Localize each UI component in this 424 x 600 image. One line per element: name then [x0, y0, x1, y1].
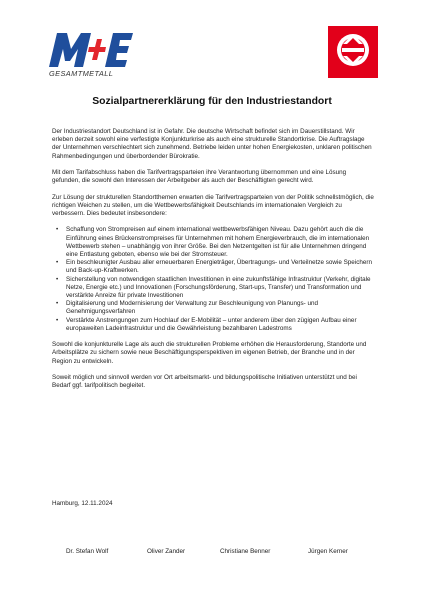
paragraph: Mit dem Tarifabschluss haben die Tarifvertragsparteien ihre Verantwortung übernommen und eine Lösung gefunden, die sowohl den Interessen der Arbeitgeber als auch der Beschäftigten gerecht wird.: [52, 169, 347, 185]
list-item: • Verstärkte Anstrengungen zum Hochlauf der E-Mobilität – unter anderem über den zügigen Aufbau einer europaweiten Ladeinfrastruktur und die Gewährleistung bezahlbaren Ladestroms: [66, 317, 374, 333]
paragraph: Zur Lösung der strukturellen Standortthemen erwarten die Tarifvertragsparteien von der Politik schnellstmöglich, die richtigen Weichen zu stellen, um die Wettbewerbsfähigkeit Deutschlands im internationalen Vergleich zu verbessern. Dies bedeutet insbesondere:: [52, 193, 374, 217]
gesamtmetall-logo-subtitle: GESAMTMETALL: [49, 69, 114, 78]
signatory-name: Oliver Zander: [147, 548, 186, 555]
list-item: • Sicherstellung von notwendigen staatlichen Investitionen in eine zukunftsfähige Infrastruktur (Verkehr, digitale Netze, Energie etc.) und Innovationen (Forschungsförderung, Start-ups, Transfer) und Transformation und verstärkte Anreize für private Investitionen: [66, 276, 374, 301]
ig-metall-logo: [328, 26, 378, 78]
signatories: [66, 548, 366, 558]
signatory-name: Jürgen Kerner: [308, 548, 348, 555]
document-title: Sozialpartnererklärung für den Industriestandort: [92, 96, 332, 107]
list-item: • Schaffung von Strompreisen auf einem international wettbewerbsfähigen Niveau. Dazu gehört auch die die Einführung eines Brückenstrompreises für Unternehmen mit hohem Energieverbrauch, die im internationalen Wettbewerb stehen – unabhängig von ihrer Größe. Bei den Netzentgelten ist für alle Unternehmen dringend eine Entlastung geboten, ebenso wie bei der Stromsteuer.: [66, 226, 374, 259]
signatory-name: Christiane Benner: [220, 548, 271, 555]
paragraph: Sowohl die konjunkturelle Lage als auch die strukturellen Probleme erhöhen die Herausforderung, Standorte und Arbeitsplätze zu sichern sowie neue Beschäftigungsperspektiven im eigenen Betrieb, der Branche und in der Region zu entwickeln.: [52, 341, 367, 365]
signatory-name: Dr. Stefan Wolf: [66, 548, 109, 555]
document-body: [52, 128, 374, 399]
demands-list: [52, 226, 374, 333]
paragraph: Der Industriestandort Deutschland ist in Gefahr. Die deutsche Wirtschaft befindet sich im Dauerstillstand. Wir erleben derzeit sowohl eine verfestigte Konjunkturkrise als auch eine strukturelle Standortkrise. Die Auftragslage der Unternehmen verschlechtert sich zunehmend. Betriebe leiden unter hohen Energiekosten, unklaren politischen Rahmenbedingungen und überbordender Bürokratie.: [52, 128, 372, 160]
paragraph: Soweit möglich und sinnvoll werden vor Ort arbeitsmarkt- und bildungspolitische Initiativen unterstützt und bei Bedarf ggf. tarifpolitisch begleitet.: [52, 374, 357, 390]
date-line: Hamburg, 12.11.2024: [52, 500, 113, 507]
list-item: • Digitalisierung und Modernisierung der Verwaltung zur Beschleunigung von Planungs- und Genehmigungsverfahren: [66, 300, 374, 316]
list-item: • Ein beschleunigter Ausbau aller erneuerbaren Energieträger, Übertragungs- und Verteilnetze sowie Speichern und Back-up-Kraftwerken.: [66, 259, 374, 275]
